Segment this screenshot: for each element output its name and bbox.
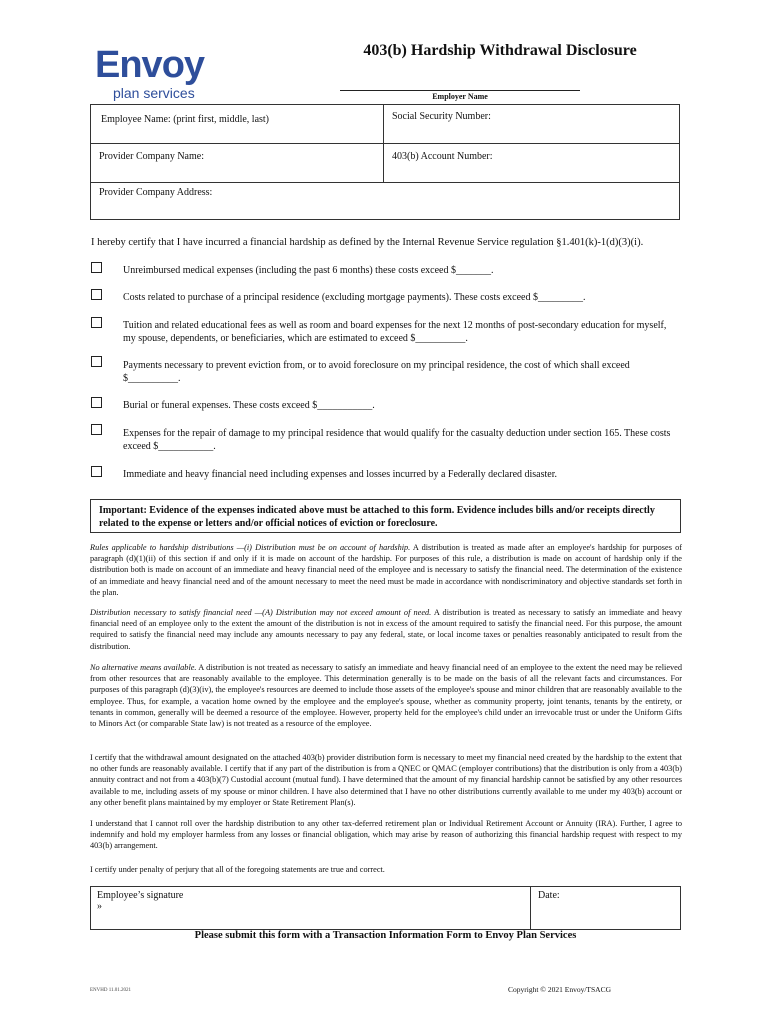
rules-text: A distribution is treated as made after an employee's hardship for purposes of paragraph (d)(1)(ii) of this section if and only if it is made on account of the hardship. For purposes of this rule, a distribution is made on account of hardship only if the distribution both is made on account of an immediate and heavy financial need of the employee and is necessary to satisfy the financial need. The determination of the existence of an immediate and heavy financial need and of the amount necessary to meet the need must be made in accordance with nondiscriminatory and objective standards set forth in the plan. — [90, 543, 682, 597]
provider-address-field[interactable]: Provider Company Address: — [99, 187, 213, 198]
checkbox[interactable] — [91, 466, 102, 477]
hardship-option-label: Tuition and related educational fees as well as room and board expenses for the next 12 months of post-secondary education for myself, my spouse, dependents, or beneficiaries, which are estimated to exceed $__________. — [123, 320, 667, 344]
submit-instruction: Please submit this form with a Transaction Information Form to Envoy Plan Services — [194, 930, 577, 941]
checkbox[interactable] — [91, 289, 102, 300]
hardship-option-label: Expenses for the repair of damage to my principal residence that would qualify for the casualty deduction under section 165. These costs exceed $___________. — [123, 428, 671, 452]
certification-paragraph-1: I certify that the withdrawal amount designated on the attached 403(b) provider distribution form is necessary to meet my financial need created by the hardship to the extent that no other funds are reasonably available. I certify that if any part of the distribution is from a QNEC or QMAC (employer contributions) that the distribution is only from a 403(b) annuity contract and not from a 403(b)(7) Custodial account (mutual fund). I have determined that the amount of my financial hardship cannot be satisfied by any other resources available to me, including assets of my spouse or minor children. I have also determined that I have no other distributions currently available to me under my 403(b) account or any other benefit plans maintained by my employer or State Retirement Plan(s). — [90, 753, 682, 807]
checkbox[interactable] — [91, 356, 102, 367]
page-title: 403(b) Hardship Withdrawal Disclosure — [363, 42, 637, 59]
rules-heading: Distribution necessary to satisfy financial need —(A) Distribution may not exceed amount of need. — [90, 608, 432, 617]
important-notice: Important: Evidence of the expenses indicated above must be attached to this form. Evidence includes bills and/or receipts directly related to the expense or letters and/or official notices of eviction or foreclosure. — [90, 499, 681, 533]
rules-paragraph-2 — [90, 607, 682, 652]
signature-divider — [530, 887, 531, 929]
date-field[interactable]: Date: — [538, 890, 560, 901]
provider-name-field[interactable]: Provider Company Name: — [99, 151, 204, 162]
checkbox[interactable] — [91, 317, 102, 328]
certify-statement: I hereby certify that I have incurred a financial hardship as defined by the Internal Revenue Service regulation §1.401(k)-1(d)(3)(i). — [91, 237, 644, 248]
copyright: Copyright © 2021 Envoy/TSACG — [508, 985, 611, 994]
signature-field[interactable] — [97, 890, 183, 912]
rules-heading: No alternative means available. — [90, 663, 197, 672]
certification-paragraph-3: I certify under penalty of perjury that all of the foregoing statements are true and correct. — [90, 865, 385, 874]
signature-label: Employee’s signature — [97, 890, 184, 901]
envoy-logo — [95, 45, 225, 103]
rules-heading: Rules applicable to hardship distributions —(i) Distribution must be on account of hardship. — [90, 543, 411, 552]
hardship-option-label: Payments necessary to prevent eviction from, or to avoid foreclosure on my principal residence, the cost of which shall exceed $__________. — [123, 360, 630, 384]
hardship-option-label: Burial or funeral expenses. These costs exceed $___________. — [123, 400, 375, 411]
rules-paragraph-1 — [90, 542, 682, 598]
account-number-field[interactable]: 403(b) Account Number: — [392, 151, 493, 162]
checkbox[interactable] — [91, 262, 102, 273]
rules-text: A distribution is not treated as necessary to satisfy an immediate and heavy financial need of an employee to the extent the need may be relieved from other resources that are reasonably available to the employee. This determination generally is to be made on the basis of all the relevant facts and circumstances. For purposes of this paragraph (d)(3)(iv), the employee's resources are deemed to include those assets of the employee's spouse and minor children that are reasonably available to the employee. Thus, for example, a vacation home owned by the employee and the employee's spouse, whether as community property, joint tenants, tenants by the entirety, or tenants in common, generally will be deemed a resource of the employee. However, property held for the employee's child under an irrevocable trust or under the Uniform Gifts to Minors Act (or comparable State law) is not treated as a resource of the employee. — [90, 663, 682, 729]
table-divider — [91, 143, 679, 144]
signature-box — [90, 886, 681, 930]
hardship-option-label: Costs related to purchase of a principal residence (excluding mortgage payments). These costs exceed $_________. — [123, 292, 586, 303]
rules-paragraph-3 — [90, 662, 682, 729]
hardship-option-label: Immediate and heavy financial need including expenses and losses incurred by a Federally declared disaster. — [123, 469, 558, 480]
hardship-option-label: Unreimbursed medical expenses (including the past 6 months) these costs exceed $_______. — [123, 265, 494, 276]
certification-paragraph-2: I understand that I cannot roll over the hardship distribution to any other tax-deferred retirement plan or Individual Retirement Account or Annuity (IRA). Further, I agree to indemnify and hold my employer harmless from any losses or financial obligation, which may arise by reason of authorizing this financial hardship request with respect to my 403(b) arrangement. — [90, 819, 682, 851]
ssn-field[interactable]: Social Security Number: — [392, 111, 491, 122]
employee-info-table — [90, 104, 680, 220]
employer-name-label: Employer Name — [432, 92, 488, 101]
table-divider — [91, 182, 679, 183]
checkbox[interactable] — [91, 424, 102, 435]
checkbox[interactable] — [91, 397, 102, 408]
logo-check-icon — [151, 41, 185, 71]
employer-name-field[interactable] — [340, 80, 580, 91]
employee-name-field[interactable]: Employee Name: (print first, middle, last) — [101, 114, 270, 125]
form-code: ENVHD 11.01.2021 — [90, 988, 132, 993]
logo-tagline: plan services — [113, 85, 195, 101]
signature-marker: » — [97, 901, 102, 912]
logo-wordmark: Envoy — [95, 44, 205, 86]
rules-text: A distribution is treated as necessary to satisfy an immediate and heavy financial need of an employee only to the extent the amount of the distribution is not in excess of the amount required to satisfy the financial need. For this purpose, the amount required to satisfy the financial need may include any amounts necessary to pay any federal, state, or local income taxes or penalties reasonably anticipated to result from the distribution. — [90, 608, 682, 651]
